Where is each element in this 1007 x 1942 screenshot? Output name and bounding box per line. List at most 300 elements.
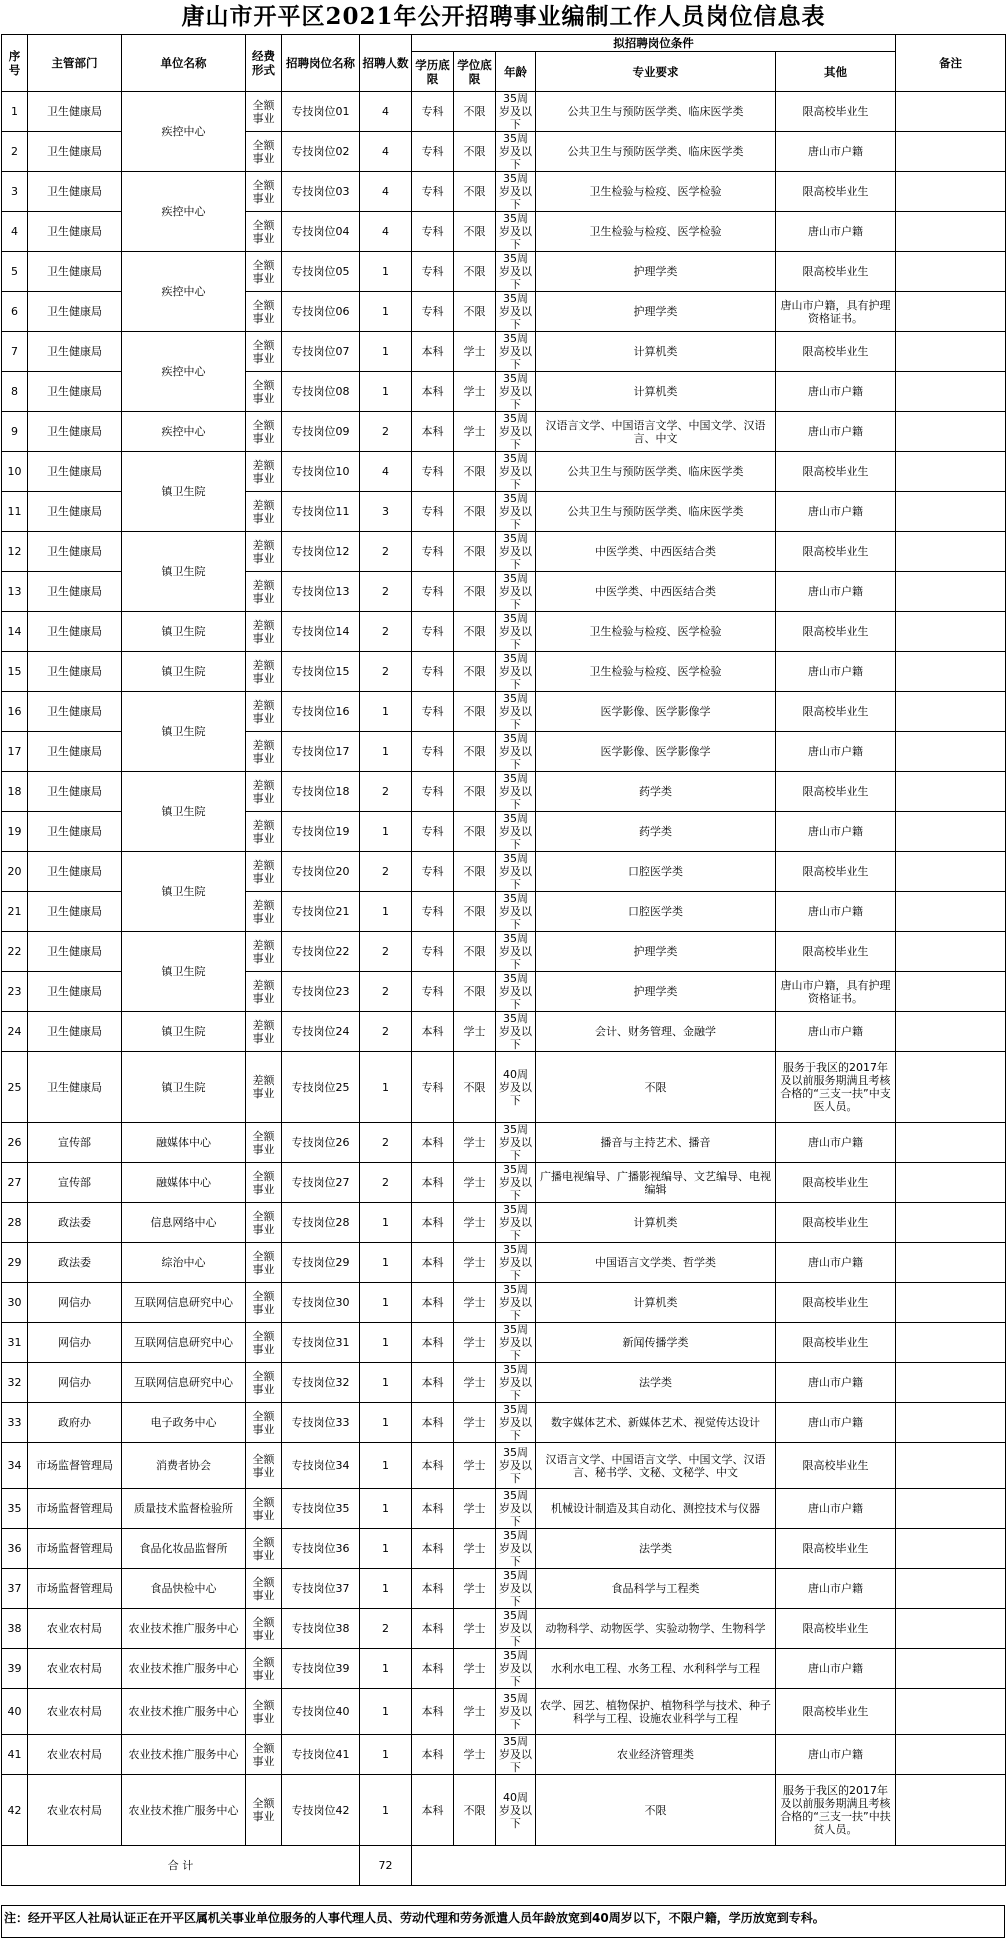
cell-edu: 专科 bbox=[412, 132, 454, 172]
cell-degree: 不限 bbox=[454, 852, 496, 892]
cell-dept: 农业农村局 bbox=[28, 1735, 122, 1775]
header-count: 招聘人数 bbox=[360, 35, 412, 92]
table-row bbox=[2, 1052, 1006, 1123]
cell-count: 2 bbox=[360, 612, 412, 652]
cell-edu: 专科 bbox=[412, 892, 454, 932]
cell-major: 护理学类 bbox=[536, 252, 776, 292]
cell-funding: 全额事业 bbox=[246, 332, 282, 372]
cell-age: 35周岁及以下 bbox=[496, 1569, 536, 1609]
cell-degree: 不限 bbox=[454, 532, 496, 572]
cell-dept: 卫生健康局 bbox=[28, 972, 122, 1012]
cell-post: 专技岗位12 bbox=[282, 532, 360, 572]
cell-funding: 差额事业 bbox=[246, 612, 282, 652]
cell-dept: 市场监督管理局 bbox=[28, 1529, 122, 1569]
cell-seq: 9 bbox=[2, 412, 28, 452]
cell-age: 35周岁及以下 bbox=[496, 292, 536, 332]
cell-major: 法学类 bbox=[536, 1363, 776, 1403]
cell-degree: 学士 bbox=[454, 332, 496, 372]
cell-other: 唐山市户籍，具有护理资格证书。 bbox=[776, 972, 896, 1012]
table-row bbox=[2, 532, 1006, 572]
cell-other: 限高校毕业生 bbox=[776, 1283, 896, 1323]
cell-post: 专技岗位18 bbox=[282, 772, 360, 812]
cell-count: 1 bbox=[360, 1403, 412, 1443]
cell-major: 计算机类 bbox=[536, 372, 776, 412]
cell-seq: 30 bbox=[2, 1283, 28, 1323]
table-row bbox=[2, 1443, 1006, 1489]
cell-dept: 市场监督管理局 bbox=[28, 1489, 122, 1529]
cell-post: 专技岗位05 bbox=[282, 252, 360, 292]
cell-count: 2 bbox=[360, 772, 412, 812]
cell-post: 专技岗位30 bbox=[282, 1283, 360, 1323]
cell-unit: 综治中心 bbox=[122, 1243, 246, 1283]
table-row bbox=[2, 1775, 1006, 1846]
cell-age: 35周岁及以下 bbox=[496, 1203, 536, 1243]
cell-age: 35周岁及以下 bbox=[496, 492, 536, 532]
cell-funding: 差额事业 bbox=[246, 1012, 282, 1052]
cell-post: 专技岗位08 bbox=[282, 372, 360, 412]
cell-degree: 学士 bbox=[454, 1363, 496, 1403]
cell-remark bbox=[896, 1569, 1006, 1609]
cell-funding: 全额事业 bbox=[246, 252, 282, 292]
cell-seq: 34 bbox=[2, 1443, 28, 1489]
cell-funding: 全额事业 bbox=[246, 1283, 282, 1323]
cell-age: 35周岁及以下 bbox=[496, 812, 536, 852]
cell-funding: 差额事业 bbox=[246, 812, 282, 852]
table-row bbox=[2, 412, 1006, 452]
cell-remark bbox=[896, 1163, 1006, 1203]
cell-degree: 学士 bbox=[454, 1283, 496, 1323]
cell-funding: 差额事业 bbox=[246, 452, 282, 492]
cell-count: 4 bbox=[360, 212, 412, 252]
cell-edu: 本科 bbox=[412, 1569, 454, 1609]
header-major: 专业要求 bbox=[536, 52, 776, 92]
cell-major: 医学影像、医学影像学 bbox=[536, 732, 776, 772]
cell-seq: 14 bbox=[2, 612, 28, 652]
cell-seq: 36 bbox=[2, 1529, 28, 1569]
cell-dept: 卫生健康局 bbox=[28, 212, 122, 252]
cell-funding: 全额事业 bbox=[246, 1775, 282, 1846]
cell-other: 限高校毕业生 bbox=[776, 1609, 896, 1649]
cell-degree: 学士 bbox=[454, 1243, 496, 1283]
cell-edu: 本科 bbox=[412, 1012, 454, 1052]
cell-edu: 专科 bbox=[412, 532, 454, 572]
cell-count: 2 bbox=[360, 852, 412, 892]
cell-remark bbox=[896, 972, 1006, 1012]
cell-age: 35周岁及以下 bbox=[496, 1283, 536, 1323]
cell-degree: 不限 bbox=[454, 772, 496, 812]
cell-funding: 全额事业 bbox=[246, 132, 282, 172]
cell-post: 专技岗位29 bbox=[282, 1243, 360, 1283]
cell-degree: 不限 bbox=[454, 572, 496, 612]
cell-degree: 学士 bbox=[454, 412, 496, 452]
cell-major: 会计、财务管理、金融学 bbox=[536, 1012, 776, 1052]
cell-remark bbox=[896, 652, 1006, 692]
cell-age: 35周岁及以下 bbox=[496, 1609, 536, 1649]
cell-seq: 39 bbox=[2, 1649, 28, 1689]
cell-major: 口腔医学类 bbox=[536, 852, 776, 892]
cell-remark bbox=[896, 892, 1006, 932]
cell-count: 2 bbox=[360, 1012, 412, 1052]
cell-edu: 本科 bbox=[412, 372, 454, 412]
cell-dept: 网信办 bbox=[28, 1323, 122, 1363]
cell-unit: 疾控中心 bbox=[122, 172, 246, 252]
cell-count: 2 bbox=[360, 1123, 412, 1163]
cell-funding: 差额事业 bbox=[246, 972, 282, 1012]
cell-unit: 信息网络中心 bbox=[122, 1203, 246, 1243]
cell-other: 限高校毕业生 bbox=[776, 1163, 896, 1203]
cell-remark bbox=[896, 492, 1006, 532]
cell-count: 3 bbox=[360, 492, 412, 532]
cell-degree: 学士 bbox=[454, 1403, 496, 1443]
cell-seq: 42 bbox=[2, 1775, 28, 1846]
cell-major: 食品科学与工程类 bbox=[536, 1569, 776, 1609]
cell-major: 广播电视编导、广播影视编导、文艺编导、电视编辑 bbox=[536, 1163, 776, 1203]
cell-dept: 政法委 bbox=[28, 1243, 122, 1283]
table-row bbox=[2, 92, 1006, 132]
cell-remark bbox=[896, 1489, 1006, 1529]
cell-major: 中医学类、中西医结合类 bbox=[536, 572, 776, 612]
cell-degree: 不限 bbox=[454, 612, 496, 652]
cell-post: 专技岗位25 bbox=[282, 1052, 360, 1123]
cell-seq: 4 bbox=[2, 212, 28, 252]
cell-other: 限高校毕业生 bbox=[776, 1529, 896, 1569]
cell-edu: 本科 bbox=[412, 1203, 454, 1243]
cell-seq: 23 bbox=[2, 972, 28, 1012]
table-row bbox=[2, 932, 1006, 972]
cell-major: 卫生检验与检疫、医学检验 bbox=[536, 172, 776, 212]
cell-edu: 本科 bbox=[412, 1689, 454, 1735]
cell-remark bbox=[896, 252, 1006, 292]
cell-unit: 镇卫生院 bbox=[122, 772, 246, 852]
cell-post: 专技岗位21 bbox=[282, 892, 360, 932]
cell-major: 机械设计制造及其自动化、测控技术与仪器 bbox=[536, 1489, 776, 1529]
cell-unit: 互联网信息研究中心 bbox=[122, 1323, 246, 1363]
cell-major: 计算机类 bbox=[536, 332, 776, 372]
table-row bbox=[2, 692, 1006, 732]
cell-dept: 网信办 bbox=[28, 1283, 122, 1323]
cell-remark bbox=[896, 372, 1006, 412]
cell-other: 限高校毕业生 bbox=[776, 1323, 896, 1363]
cell-major: 公共卫生与预防医学类、临床医学类 bbox=[536, 92, 776, 132]
cell-other: 唐山市户籍 bbox=[776, 732, 896, 772]
cell-other: 唐山市户籍，具有护理资格证书。 bbox=[776, 292, 896, 332]
cell-seq: 6 bbox=[2, 292, 28, 332]
table-row bbox=[2, 652, 1006, 692]
cell-post: 专技岗位06 bbox=[282, 292, 360, 332]
cell-age: 35周岁及以下 bbox=[496, 132, 536, 172]
cell-remark bbox=[896, 1689, 1006, 1735]
cell-seq: 29 bbox=[2, 1243, 28, 1283]
cell-post: 专技岗位37 bbox=[282, 1569, 360, 1609]
cell-edu: 专科 bbox=[412, 492, 454, 532]
cell-dept: 农业农村局 bbox=[28, 1609, 122, 1649]
cell-major: 动物科学、动物医学、实验动物学、生物科学 bbox=[536, 1609, 776, 1649]
cell-unit: 镇卫生院 bbox=[122, 1012, 246, 1052]
cell-unit: 电子政务中心 bbox=[122, 1403, 246, 1443]
cell-other: 唐山市户籍 bbox=[776, 412, 896, 452]
table-row bbox=[2, 1529, 1006, 1569]
cell-remark bbox=[896, 1443, 1006, 1489]
cell-post: 专技岗位11 bbox=[282, 492, 360, 532]
cell-dept: 卫生健康局 bbox=[28, 292, 122, 332]
cell-post: 专技岗位10 bbox=[282, 452, 360, 492]
cell-count: 2 bbox=[360, 972, 412, 1012]
cell-other: 限高校毕业生 bbox=[776, 1443, 896, 1489]
cell-remark bbox=[896, 1243, 1006, 1283]
cell-age: 35周岁及以下 bbox=[496, 1012, 536, 1052]
cell-post: 专技岗位20 bbox=[282, 852, 360, 892]
cell-edu: 本科 bbox=[412, 1123, 454, 1163]
cell-degree: 学士 bbox=[454, 1323, 496, 1363]
cell-dept: 市场监督管理局 bbox=[28, 1569, 122, 1609]
cell-seq: 37 bbox=[2, 1569, 28, 1609]
cell-other: 限高校毕业生 bbox=[776, 452, 896, 492]
cell-unit: 食品化妆品监督所 bbox=[122, 1529, 246, 1569]
cell-count: 1 bbox=[360, 692, 412, 732]
cell-seq: 3 bbox=[2, 172, 28, 212]
cell-dept: 卫生健康局 bbox=[28, 372, 122, 412]
cell-age: 40周岁及以下 bbox=[496, 1775, 536, 1846]
cell-unit: 镇卫生院 bbox=[122, 692, 246, 772]
cell-unit: 互联网信息研究中心 bbox=[122, 1363, 246, 1403]
cell-count: 4 bbox=[360, 92, 412, 132]
cell-unit: 农业技术推广服务中心 bbox=[122, 1689, 246, 1735]
cell-remark bbox=[896, 932, 1006, 972]
cell-major: 公共卫生与预防医学类、临床医学类 bbox=[536, 492, 776, 532]
footnote: 注：经开平区人社局认证正在开平区属机关事业单位服务的人事代理人员、劳动代理和劳务派遣人员年龄放宽到40周岁以下，不限户籍，学历放宽到专科。 bbox=[4, 1911, 825, 1925]
cell-major: 药学类 bbox=[536, 772, 776, 812]
cell-degree: 不限 bbox=[454, 92, 496, 132]
cell-remark bbox=[896, 692, 1006, 732]
cell-other: 唐山市户籍 bbox=[776, 492, 896, 532]
cell-seq: 7 bbox=[2, 332, 28, 372]
table-row bbox=[2, 452, 1006, 492]
table-body bbox=[2, 92, 1006, 1846]
cell-post: 专技岗位31 bbox=[282, 1323, 360, 1363]
cell-major: 汉语言文学、中国语言文学、中国文学、汉语言、中文 bbox=[536, 412, 776, 452]
cell-degree: 学士 bbox=[454, 1529, 496, 1569]
cell-dept: 卫生健康局 bbox=[28, 332, 122, 372]
table-row bbox=[2, 252, 1006, 292]
cell-seq: 11 bbox=[2, 492, 28, 532]
cell-degree: 学士 bbox=[454, 1012, 496, 1052]
cell-unit: 农业技术推广服务中心 bbox=[122, 1609, 246, 1649]
cell-degree: 不限 bbox=[454, 972, 496, 1012]
cell-age: 35周岁及以下 bbox=[496, 92, 536, 132]
cell-post: 专技岗位42 bbox=[282, 1775, 360, 1846]
table-row bbox=[2, 612, 1006, 652]
cell-post: 专技岗位14 bbox=[282, 612, 360, 652]
cell-age: 35周岁及以下 bbox=[496, 1443, 536, 1489]
cell-post: 专技岗位41 bbox=[282, 1735, 360, 1775]
cell-age: 35周岁及以下 bbox=[496, 252, 536, 292]
table-row bbox=[2, 332, 1006, 372]
cell-count: 2 bbox=[360, 532, 412, 572]
cell-post: 专技岗位13 bbox=[282, 572, 360, 612]
cell-edu: 本科 bbox=[412, 412, 454, 452]
cell-dept: 政法委 bbox=[28, 1203, 122, 1243]
cell-other: 唐山市户籍 bbox=[776, 212, 896, 252]
cell-remark bbox=[896, 292, 1006, 332]
total-label: 合 计 bbox=[2, 1846, 360, 1886]
cell-degree: 不限 bbox=[454, 292, 496, 332]
cell-count: 2 bbox=[360, 412, 412, 452]
cell-unit: 镇卫生院 bbox=[122, 652, 246, 692]
cell-degree: 学士 bbox=[454, 1609, 496, 1649]
cell-post: 专技岗位34 bbox=[282, 1443, 360, 1489]
cell-funding: 全额事业 bbox=[246, 372, 282, 412]
cell-count: 1 bbox=[360, 1323, 412, 1363]
cell-remark bbox=[896, 612, 1006, 652]
cell-degree: 学士 bbox=[454, 1443, 496, 1489]
cell-count: 4 bbox=[360, 132, 412, 172]
cell-dept: 卫生健康局 bbox=[28, 532, 122, 572]
cell-dept: 卫生健康局 bbox=[28, 412, 122, 452]
cell-other: 唐山市户籍 bbox=[776, 1569, 896, 1609]
cell-post: 专技岗位17 bbox=[282, 732, 360, 772]
cell-age: 35周岁及以下 bbox=[496, 652, 536, 692]
cell-remark bbox=[896, 1323, 1006, 1363]
header-dept: 主管部门 bbox=[28, 35, 122, 92]
cell-unit: 疾控中心 bbox=[122, 332, 246, 412]
cell-edu: 本科 bbox=[412, 332, 454, 372]
cell-funding: 差额事业 bbox=[246, 492, 282, 532]
cell-age: 35周岁及以下 bbox=[496, 332, 536, 372]
cell-other: 唐山市户籍 bbox=[776, 1735, 896, 1775]
total-count: 72 bbox=[360, 1846, 412, 1886]
cell-seq: 24 bbox=[2, 1012, 28, 1052]
cell-count: 1 bbox=[360, 1775, 412, 1846]
cell-funding: 差额事业 bbox=[246, 852, 282, 892]
cell-seq: 25 bbox=[2, 1052, 28, 1123]
cell-edu: 本科 bbox=[412, 1403, 454, 1443]
cell-remark bbox=[896, 172, 1006, 212]
cell-age: 35周岁及以下 bbox=[496, 1489, 536, 1529]
cell-age: 35周岁及以下 bbox=[496, 612, 536, 652]
cell-degree: 不限 bbox=[454, 732, 496, 772]
cell-degree: 学士 bbox=[454, 1163, 496, 1203]
cell-count: 1 bbox=[360, 292, 412, 332]
cell-funding: 全额事业 bbox=[246, 212, 282, 252]
cell-count: 2 bbox=[360, 1163, 412, 1203]
cell-count: 1 bbox=[360, 1283, 412, 1323]
cell-funding: 全额事业 bbox=[246, 1735, 282, 1775]
cell-funding: 全额事业 bbox=[246, 1689, 282, 1735]
cell-dept: 卫生健康局 bbox=[28, 92, 122, 132]
header-unit: 单位名称 bbox=[122, 35, 246, 92]
cell-seq: 26 bbox=[2, 1123, 28, 1163]
cell-edu: 本科 bbox=[412, 1283, 454, 1323]
cell-funding: 全额事业 bbox=[246, 1403, 282, 1443]
cell-dept: 卫生健康局 bbox=[28, 652, 122, 692]
cell-major: 护理学类 bbox=[536, 932, 776, 972]
cell-funding: 全额事业 bbox=[246, 412, 282, 452]
cell-seq: 8 bbox=[2, 372, 28, 412]
cell-age: 35周岁及以下 bbox=[496, 692, 536, 732]
cell-dept: 卫生健康局 bbox=[28, 1052, 122, 1123]
cell-unit: 镇卫生院 bbox=[122, 932, 246, 1012]
cell-remark bbox=[896, 532, 1006, 572]
cell-major: 口腔医学类 bbox=[536, 892, 776, 932]
cell-count: 1 bbox=[360, 1363, 412, 1403]
cell-post: 专技岗位26 bbox=[282, 1123, 360, 1163]
table-row bbox=[2, 1243, 1006, 1283]
header-age: 年龄 bbox=[496, 52, 536, 92]
cell-edu: 专科 bbox=[412, 692, 454, 732]
cell-major: 农业经济管理类 bbox=[536, 1735, 776, 1775]
cell-degree: 不限 bbox=[454, 1052, 496, 1123]
cell-dept: 卫生健康局 bbox=[28, 572, 122, 612]
cell-funding: 差额事业 bbox=[246, 932, 282, 972]
cell-other: 限高校毕业生 bbox=[776, 1203, 896, 1243]
cell-major: 医学影像、医学影像学 bbox=[536, 692, 776, 732]
cell-remark bbox=[896, 1363, 1006, 1403]
cell-edu: 本科 bbox=[412, 1489, 454, 1529]
cell-dept: 宣传部 bbox=[28, 1123, 122, 1163]
cell-other: 服务于我区的2017年及以前服务期满且考核合格的“三支一扶”中支医人员。 bbox=[776, 1052, 896, 1123]
cell-remark bbox=[896, 812, 1006, 852]
cell-funding: 差额事业 bbox=[246, 1052, 282, 1123]
cell-other: 限高校毕业生 bbox=[776, 172, 896, 212]
cell-major: 护理学类 bbox=[536, 972, 776, 1012]
cell-degree: 不限 bbox=[454, 652, 496, 692]
cell-dept: 卫生健康局 bbox=[28, 172, 122, 212]
cell-edu: 专科 bbox=[412, 652, 454, 692]
cell-remark bbox=[896, 1123, 1006, 1163]
cell-count: 1 bbox=[360, 1203, 412, 1243]
cell-edu: 专科 bbox=[412, 212, 454, 252]
cell-age: 35周岁及以下 bbox=[496, 972, 536, 1012]
cell-dept: 卫生健康局 bbox=[28, 852, 122, 892]
cell-seq: 5 bbox=[2, 252, 28, 292]
cell-funding: 全额事业 bbox=[246, 1529, 282, 1569]
cell-count: 1 bbox=[360, 812, 412, 852]
cell-seq: 2 bbox=[2, 132, 28, 172]
cell-unit: 疾控中心 bbox=[122, 92, 246, 172]
cell-edu: 本科 bbox=[412, 1443, 454, 1489]
cell-age: 35周岁及以下 bbox=[496, 852, 536, 892]
cell-degree: 学士 bbox=[454, 1569, 496, 1609]
cell-other: 服务于我区的2017年及以前服务期满且考核合格的“三支一扶”中扶贫人员。 bbox=[776, 1775, 896, 1846]
cell-unit: 消费者协会 bbox=[122, 1443, 246, 1489]
cell-funding: 全额事业 bbox=[246, 1163, 282, 1203]
cell-remark bbox=[896, 852, 1006, 892]
cell-other: 唐山市户籍 bbox=[776, 1403, 896, 1443]
cell-count: 1 bbox=[360, 332, 412, 372]
cell-count: 4 bbox=[360, 452, 412, 492]
cell-other: 唐山市户籍 bbox=[776, 1243, 896, 1283]
cell-funding: 全额事业 bbox=[246, 1123, 282, 1163]
cell-edu: 本科 bbox=[412, 1609, 454, 1649]
cell-count: 1 bbox=[360, 1243, 412, 1283]
cell-post: 专技岗位01 bbox=[282, 92, 360, 132]
cell-other: 唐山市户籍 bbox=[776, 1012, 896, 1052]
cell-post: 专技岗位03 bbox=[282, 172, 360, 212]
cell-age: 35周岁及以下 bbox=[496, 1363, 536, 1403]
cell-unit: 疾控中心 bbox=[122, 252, 246, 332]
cell-major: 农学、园艺、植物保护、植物科学与技术、种子科学与工程、设施农业科学与工程 bbox=[536, 1689, 776, 1735]
cell-other: 限高校毕业生 bbox=[776, 852, 896, 892]
cell-unit: 镇卫生院 bbox=[122, 532, 246, 612]
cell-count: 1 bbox=[360, 1735, 412, 1775]
cell-edu: 专科 bbox=[412, 292, 454, 332]
table-row bbox=[2, 1569, 1006, 1609]
cell-funding: 全额事业 bbox=[246, 1649, 282, 1689]
cell-edu: 专科 bbox=[412, 1052, 454, 1123]
cell-count: 1 bbox=[360, 1529, 412, 1569]
cell-other: 限高校毕业生 bbox=[776, 92, 896, 132]
cell-degree: 学士 bbox=[454, 1489, 496, 1529]
